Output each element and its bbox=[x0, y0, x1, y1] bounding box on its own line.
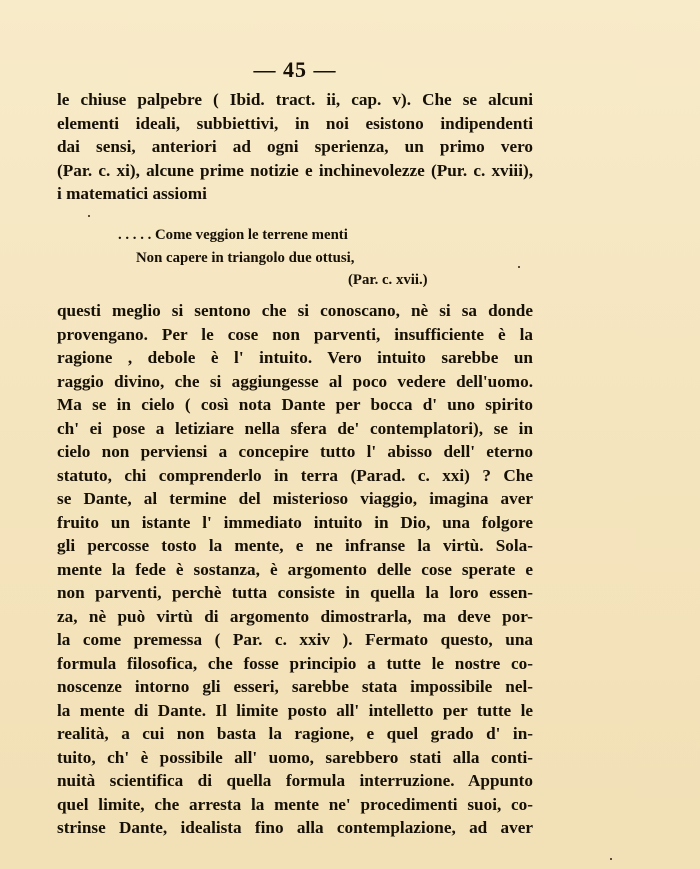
verse-line: . . . . . Come veggion le terrene menti bbox=[118, 227, 348, 243]
text-line: noscenze intorno gli esseri, sarebbe stata impossibile nel- bbox=[57, 677, 533, 696]
text-line: ch' ei pose a letiziare nella sfera de' contemplatori), se in bbox=[57, 418, 533, 438]
text-line: raggio divino, che si aggiungesse al poco vedere dell'uomo. bbox=[57, 371, 533, 391]
text-line: Ma se in cielo ( così nota Dante per bocca d' uno spirito bbox=[57, 395, 533, 414]
ink-speck bbox=[518, 266, 520, 268]
text-line: strinse Dante, idealista fino alla contemplazione, ad aver bbox=[57, 818, 533, 837]
text-line: dai sensi, anteriori ad ogni sperienza, un primo vero bbox=[57, 137, 533, 156]
page-number: — 45 — bbox=[253, 57, 337, 82]
verse-citation: (Par. c. xvii.) bbox=[348, 272, 428, 288]
text-line: formula filosofica, che fosse principio a tutte le nostre co- bbox=[57, 653, 533, 673]
ink-speck bbox=[610, 858, 612, 860]
text-line: nuità scientifica di quella formula interruzione. Appunto bbox=[57, 771, 533, 790]
text-line: le chiuse palpebre ( Ibid. tract. ii, cap. v). Che se alcuni bbox=[57, 90, 533, 109]
text-line: cielo non perviensi a concepire tutto l' abisso dell' eterno bbox=[57, 442, 533, 461]
verse-quotation bbox=[118, 224, 478, 292]
text-line: za, nè può virtù di argomento dimostrarla, ma deve por- bbox=[57, 606, 533, 626]
text-line: quel limite, che arresta la mente ne' procedimenti suoi, co- bbox=[57, 794, 533, 814]
text-line: i matematici assiomi bbox=[57, 184, 207, 203]
text-line: la mente di Dante. Il limite posto all' intelletto per tutte le bbox=[57, 700, 533, 720]
text-line: mente la fede è sostanza, è argomento delle cose sperate e bbox=[57, 559, 533, 579]
text-line: se Dante, al termine del misterioso viaggio, imagina aver bbox=[57, 489, 533, 508]
ink-speck bbox=[88, 215, 90, 217]
paragraph-bottom bbox=[57, 299, 533, 840]
text-line: questi meglio si sentono che si conoscano, nè si sa donde bbox=[57, 301, 533, 320]
text-line: la come premessa ( Par. c. xxiv ). Fermato questo, una bbox=[57, 630, 533, 649]
text-line: statuto, chi comprenderlo in terra (Parad. c. xxi) ? Che bbox=[57, 465, 533, 485]
text-line: provengano. Per le cose non parventi, insufficiente è la bbox=[57, 324, 533, 344]
text-line: ragione , debole è l' intuito. Vero intuito sarebbe un bbox=[57, 348, 533, 367]
text-line: realità, a cui non basta la ragione, e quel grado d' in- bbox=[57, 724, 533, 743]
text-line: tuito, ch' è possibile all' uomo, sarebbero stati alla conti- bbox=[57, 747, 533, 767]
text-line: elementi ideali, subbiettivi, in noi esistono indipendenti bbox=[57, 113, 533, 133]
text-line: (Par. c. xi), alcune prime notizie e inchinevolezze (Pur. c. xviii), bbox=[57, 160, 533, 180]
text-line: fruito un istante l' immediato intuito in Dio, una folgore bbox=[57, 512, 533, 532]
text-line: non parventi, perchè tutta consiste in quella la loro essen- bbox=[57, 583, 533, 602]
paragraph-top bbox=[57, 88, 533, 206]
verse-line: Non capere in triangolo due ottusi, bbox=[136, 249, 355, 266]
text-line: gli percosse tosto la mente, e ne infranse la virtù. Sola- bbox=[57, 536, 533, 555]
